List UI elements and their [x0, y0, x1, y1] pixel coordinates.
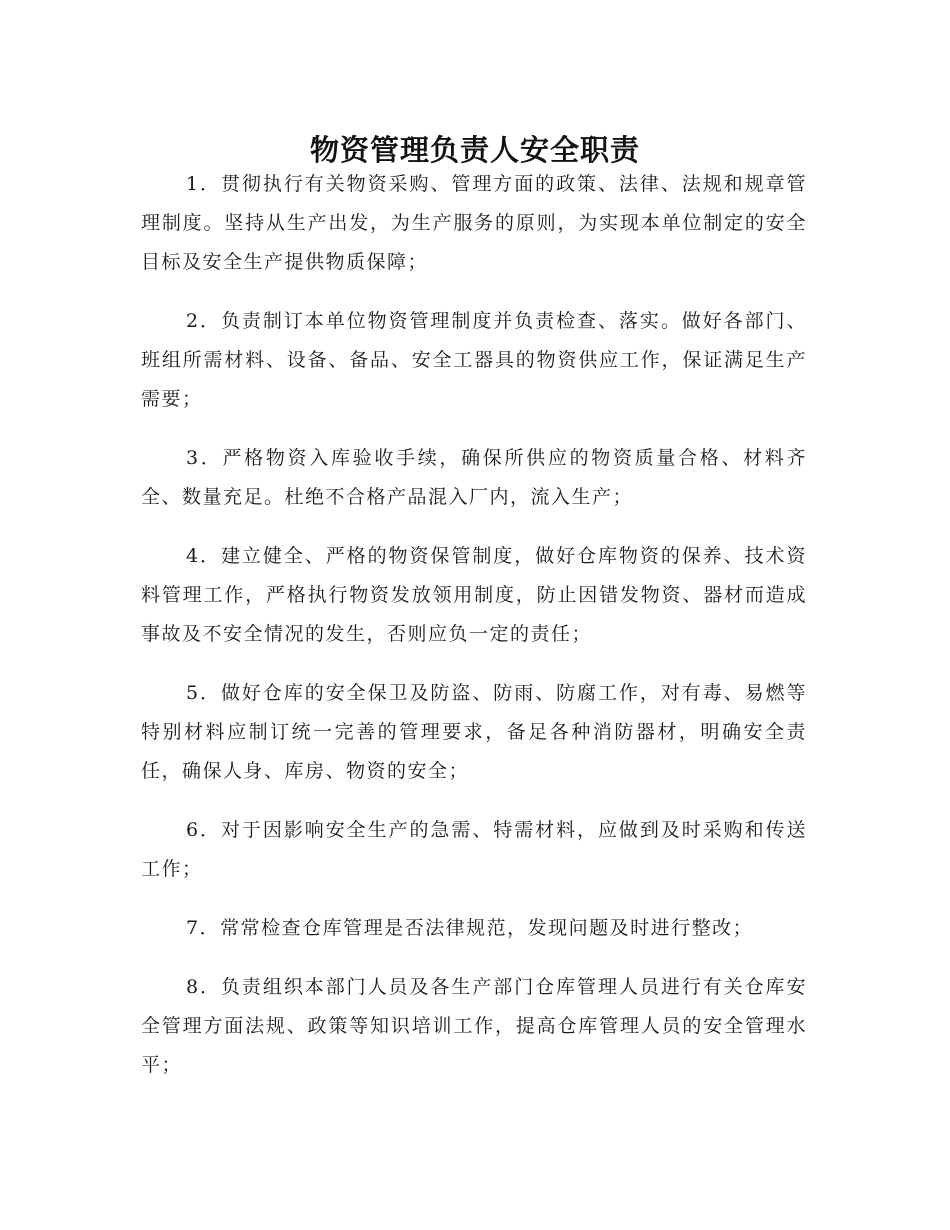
paragraph-7: 7．常常检查仓库管理是否法律规范，发现问题及时进行整改；: [186, 917, 754, 939]
paragraph-8: 8．负责组织本部门人员及各生产部门仓库管理人员进行有关仓库安全管理方面法规、政策等知识培训工作，提高仓库管理人员的安全管理水平；: [141, 976, 807, 1076]
paragraph-1: 1．贯彻执行有关物资采购、管理方面的政策、法律、法规和规章管理制度。坚持从生产出发，为生产服务的原则，为实现本单位制定的安全目标及安全生产提供物质保障；: [141, 173, 807, 273]
paragraph-2: 2．负责制订本单位物资管理制度并负责检查、落实。做好各部门、班组所需材料、设备、备品、安全工器具的物资供应工作，保证满足生产需要；: [141, 310, 807, 410]
paragraph-5: 5．做好仓库的安全保卫及防盗、防雨、防腐工作，对有毒、易燃等特别材料应制订统一完善的管理要求，备足各种消防器材，明确安全责任，确保人身、库房、物资的安全；: [141, 682, 807, 782]
paragraph-4: 4．建立健全、严格的物资保管制度，做好仓库物资的保养、技术资料管理工作，严格执行物资发放领用制度，防止因错发物资、器材而造成事故及不安全情况的发生，否则应负一定的责任；: [141, 545, 807, 645]
document-body: [141, 165, 807, 1105]
paragraph-6: 6．对于因影响安全生产的急需、特需材料，应做到及时采购和传送工作；: [141, 819, 807, 880]
paragraph-3: 3．严格物资入库验收手续，确保所供应的物资质量合格、材料齐全、数量充足。杜绝不合格产品混入厂内，流入生产；: [141, 447, 807, 508]
document-title: 物资管理负责人安全职责: [309, 133, 640, 168]
